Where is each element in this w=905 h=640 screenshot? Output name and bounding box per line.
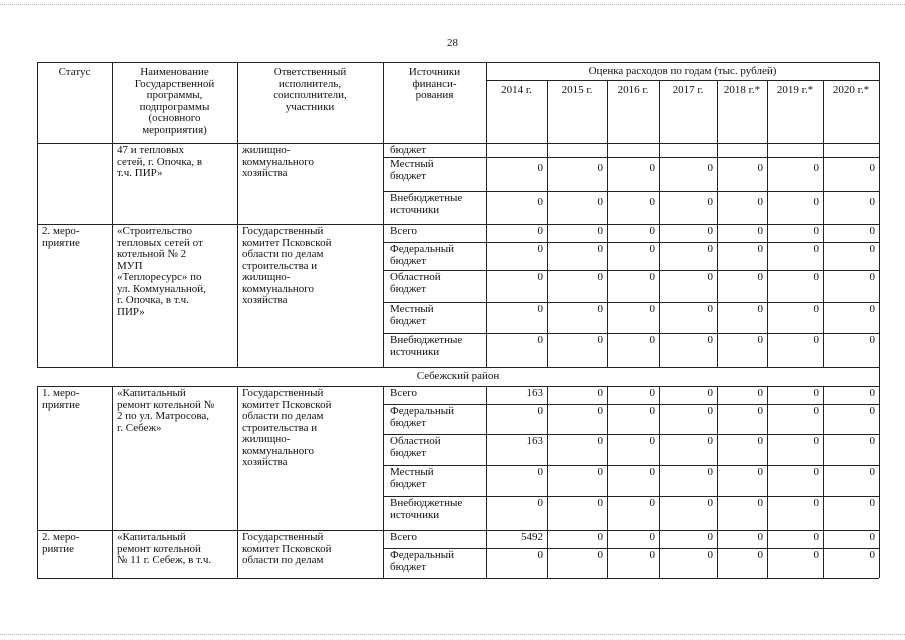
scan-border-top <box>0 4 905 5</box>
value-cell: 0 <box>757 550 763 561</box>
value-cell: 0 <box>869 197 875 208</box>
responsible-party: области по делам <box>242 411 324 422</box>
responsible-party: Государственный <box>242 388 324 399</box>
value-cell: 0 <box>757 406 763 417</box>
responsible-party: области по делам <box>242 249 324 260</box>
responsible-party: комитет Псковской <box>242 399 332 411</box>
table-top-border <box>37 62 879 63</box>
program-name: сетей, г. Опочка, в <box>117 156 203 168</box>
table-rule <box>607 80 608 367</box>
value-cell: 0 <box>757 163 763 174</box>
value-cell: 0 <box>813 304 819 315</box>
table-rule <box>383 242 879 243</box>
header-sources: рования <box>415 90 454 101</box>
responsible-party: хозяйства <box>242 457 288 468</box>
value-cell: 0 <box>537 406 543 417</box>
value-cell: 0 <box>537 163 543 174</box>
value-cell: 0 <box>707 197 713 208</box>
table-rule <box>383 62 384 367</box>
value-cell: 0 <box>707 406 713 417</box>
value-cell: 0 <box>597 304 603 315</box>
value-cell: 0 <box>597 335 603 346</box>
value-cell: 0 <box>869 436 875 447</box>
funding-source: бюджет <box>390 561 426 573</box>
responsible-party: жилищно- <box>242 272 291 283</box>
responsible-party: коммунального <box>242 283 314 295</box>
program-name: № 11 г. Себеж, в т.ч. <box>117 555 212 566</box>
responsible-party: комитет Псковской <box>242 543 332 555</box>
header-responsible: исполнитель, <box>278 78 342 90</box>
program-name: «Строительство <box>117 226 193 237</box>
table-rule <box>767 80 768 367</box>
value-cell: 0 <box>757 436 763 447</box>
funding-source: Местный <box>390 467 434 478</box>
funding-source: Всего <box>390 388 417 399</box>
responsible-party: жилищно- <box>242 434 291 445</box>
value-cell: 0 <box>869 467 875 478</box>
value-cell: 0 <box>869 388 875 399</box>
value-cell: 0 <box>707 335 713 346</box>
header-status: Статус <box>58 67 91 78</box>
value-cell: 0 <box>813 388 819 399</box>
header-program: Государственной <box>134 78 215 90</box>
table-rule <box>607 386 608 578</box>
value-cell: 0 <box>707 436 713 447</box>
responsible-party: Государственный <box>242 532 324 543</box>
header-year: 2014 г. <box>501 85 532 96</box>
funding-source: Областной <box>390 436 441 447</box>
program-name: тепловых сетей от <box>117 237 203 249</box>
funding-source: Федеральный <box>390 550 455 561</box>
header-year: 2015 г. <box>561 85 593 96</box>
value-cell: 0 <box>597 272 603 283</box>
value-cell: 0 <box>707 467 713 478</box>
value-cell: 0 <box>707 532 713 543</box>
value-cell: 0 <box>757 498 763 509</box>
value-cell: 0 <box>757 272 763 283</box>
funding-source: бюджет <box>390 417 426 429</box>
table-rule <box>659 386 660 578</box>
value-cell: 0 <box>649 163 655 174</box>
header-program: подпрограммы <box>139 101 210 113</box>
table-rule <box>37 62 38 367</box>
program-name: «Капитальный <box>117 388 186 399</box>
value-cell: 0 <box>869 532 875 543</box>
responsible-party: строительства и <box>242 422 318 434</box>
header-responsible: соисполнители, <box>273 90 347 101</box>
value-cell: 0 <box>813 532 819 543</box>
value-cell: 0 <box>707 163 713 174</box>
value-cell: 0 <box>869 550 875 561</box>
header-year: 2019 г.* <box>776 85 814 96</box>
table-rule <box>383 333 879 334</box>
table-rule <box>383 157 879 158</box>
scan-border-bottom <box>0 634 905 635</box>
value-cell: 0 <box>813 406 819 417</box>
program-name: ремонт котельной № <box>117 399 215 411</box>
value-cell: 0 <box>649 436 655 447</box>
header-year: 2017 г. <box>672 85 704 96</box>
table-rule <box>486 62 487 367</box>
table-rule <box>767 386 768 578</box>
value-cell: 0 <box>649 226 655 237</box>
table-rule <box>37 386 879 387</box>
table-rule <box>547 386 548 578</box>
table-rule <box>383 386 384 578</box>
funding-source: бюджет <box>390 478 426 490</box>
page-number: 28 <box>447 37 458 49</box>
value-cell: 0 <box>813 498 819 509</box>
value-cell: 0 <box>649 304 655 315</box>
table-rule <box>237 62 238 367</box>
value-cell: 0 <box>757 467 763 478</box>
value-cell: 0 <box>813 335 819 346</box>
funding-source: Внебюджетные <box>390 335 463 346</box>
value-cell: 0 <box>537 304 543 315</box>
program-name: «Теплоресурс» по <box>117 272 202 283</box>
value-cell: 0 <box>869 163 875 174</box>
table-rule <box>486 80 879 81</box>
responsible-party: строительства и <box>242 260 318 272</box>
value-cell: 0 <box>869 226 875 237</box>
table-rule <box>547 80 548 367</box>
funding-source: бюджет <box>390 170 426 182</box>
program-name: «Капитальный <box>117 532 186 543</box>
value-cell: 0 <box>757 304 763 315</box>
table-rule <box>659 80 660 367</box>
value-cell: 0 <box>869 272 875 283</box>
funding-source: Местный <box>390 159 434 170</box>
header-year: 2016 г. <box>617 85 649 96</box>
value-cell: 0 <box>813 467 819 478</box>
value-cell: 0 <box>649 467 655 478</box>
program-name: г. Себеж» <box>117 422 162 434</box>
funding-source: источники <box>390 509 440 521</box>
value-cell: 0 <box>597 436 603 447</box>
funding-source: источники <box>390 204 440 216</box>
responsible-party: хозяйства <box>242 295 288 306</box>
value-cell: 0 <box>537 335 543 346</box>
responsible-party: Государственный <box>242 226 324 237</box>
value-cell: 0 <box>707 244 713 255</box>
funding-source: Федеральный <box>390 244 455 255</box>
value-cell: 0 <box>813 226 819 237</box>
value-cell: 0 <box>757 197 763 208</box>
responsible-party: области по делам <box>242 555 324 566</box>
value-cell: 163 <box>526 388 543 399</box>
value-cell: 0 <box>649 244 655 255</box>
value-cell: 0 <box>757 532 763 543</box>
value-cell: 0 <box>537 467 543 478</box>
value-cell: 0 <box>537 226 543 237</box>
value-cell: 0 <box>597 498 603 509</box>
value-cell: 0 <box>813 163 819 174</box>
status-cell: 2. меро- <box>42 532 80 543</box>
funding-source: источники <box>390 346 440 358</box>
table-rule <box>879 62 880 578</box>
table-rule <box>383 496 879 497</box>
program-name: т.ч. ПИР» <box>117 168 163 179</box>
value-cell: 0 <box>813 550 819 561</box>
program-name: 2 по ул. Матросова, <box>117 411 210 422</box>
table-rule <box>237 386 238 578</box>
header-program: (основного <box>148 113 201 124</box>
status-cell: 2. меро- <box>42 226 80 237</box>
table-rule <box>717 386 718 578</box>
value-cell: 0 <box>537 550 543 561</box>
value-cell: 0 <box>597 197 603 208</box>
value-cell: 0 <box>757 388 763 399</box>
table-rule <box>823 386 824 578</box>
value-cell: 0 <box>757 226 763 237</box>
header-responsible: участники <box>285 101 335 113</box>
table-rule <box>37 530 879 531</box>
table-rule <box>383 302 879 303</box>
header-sources: Источники <box>408 67 461 78</box>
value-cell: 0 <box>707 272 713 283</box>
value-cell: 0 <box>649 406 655 417</box>
table-rule <box>37 386 38 578</box>
value-cell: 0 <box>813 272 819 283</box>
value-cell: 0 <box>597 226 603 237</box>
header-sources: финанси- <box>412 78 457 90</box>
header-responsible: Ответственный <box>273 67 347 78</box>
status-cell: 1. меро- <box>42 388 80 399</box>
table-rule <box>383 465 879 466</box>
table-rule <box>383 434 879 435</box>
value-cell: 0 <box>813 436 819 447</box>
funding-source: бюджет <box>390 255 426 267</box>
funding-source: бюджет <box>390 145 426 156</box>
funding-source: бюджет <box>390 283 426 295</box>
value-cell: 0 <box>649 197 655 208</box>
header-program: мероприятия) <box>142 124 207 136</box>
responsible-party: коммунального <box>242 445 314 457</box>
header-year: 2018 г.* <box>723 85 761 96</box>
funding-source: бюджет <box>390 447 426 459</box>
funding-source: Федеральный <box>390 406 455 417</box>
status-cell: риятие <box>42 543 75 555</box>
table-rule <box>717 80 718 367</box>
program-name: ул. Коммунальной, <box>117 283 206 295</box>
value-cell: 0 <box>869 244 875 255</box>
value-cell: 0 <box>707 388 713 399</box>
value-cell: 0 <box>649 532 655 543</box>
status-cell: приятие <box>42 399 80 411</box>
value-cell: 0 <box>537 244 543 255</box>
responsible-party: жилищно- <box>242 145 291 156</box>
funding-source: Всего <box>390 532 417 543</box>
responsible-party: коммунального <box>242 156 314 168</box>
program-name: ремонт котельной <box>117 543 201 555</box>
value-cell: 0 <box>597 406 603 417</box>
table-rule <box>112 386 113 578</box>
funding-source: Внебюджетные <box>390 498 463 509</box>
program-name: ПИР» <box>117 306 145 318</box>
value-cell: 0 <box>707 550 713 561</box>
value-cell: 0 <box>707 226 713 237</box>
value-cell: 0 <box>707 304 713 315</box>
table-rule <box>486 386 487 578</box>
funding-source: бюджет <box>390 315 426 327</box>
value-cell: 0 <box>869 335 875 346</box>
value-cell: 0 <box>869 498 875 509</box>
value-cell: 0 <box>537 272 543 283</box>
value-cell: 0 <box>757 244 763 255</box>
table-rule <box>383 404 879 405</box>
header-year: 2020 г.* <box>832 85 870 96</box>
header-program: программы, <box>146 90 203 101</box>
program-name: МУП <box>117 260 143 272</box>
status-cell: приятие <box>42 237 80 249</box>
table-rule <box>823 80 824 367</box>
table-rule <box>112 62 113 367</box>
value-cell: 0 <box>597 550 603 561</box>
value-cell: 0 <box>597 163 603 174</box>
program-name: 47 и тепловых <box>117 145 185 156</box>
value-cell: 0 <box>649 388 655 399</box>
value-cell: 0 <box>649 272 655 283</box>
funding-source: Внебюджетные <box>390 193 463 204</box>
value-cell: 0 <box>757 335 763 346</box>
funding-source: Местный <box>390 304 434 315</box>
funding-source: Всего <box>390 226 417 237</box>
value-cell: 5492 <box>521 532 543 543</box>
value-cell: 0 <box>597 244 603 255</box>
value-cell: 0 <box>813 197 819 208</box>
funding-source: Областной <box>390 272 441 283</box>
table-header-bottom <box>37 143 879 144</box>
program-name: г. Опочка, в т.ч. <box>117 295 189 306</box>
value-cell: 0 <box>649 335 655 346</box>
value-cell: 0 <box>707 498 713 509</box>
value-cell: 0 <box>869 406 875 417</box>
table-rule <box>37 367 879 368</box>
section-title: Себежский район <box>416 371 500 382</box>
value-cell: 163 <box>526 436 543 447</box>
value-cell: 0 <box>537 498 543 509</box>
responsible-party: комитет Псковской <box>242 237 332 249</box>
program-name: котельной № 2 <box>117 249 187 260</box>
table-rule <box>383 270 879 271</box>
table-rule <box>383 548 879 549</box>
value-cell: 0 <box>597 532 603 543</box>
value-cell: 0 <box>537 197 543 208</box>
table-bottom-border <box>37 578 879 579</box>
header-program: Наименование <box>140 67 209 78</box>
value-cell: 0 <box>869 304 875 315</box>
table-rule <box>37 224 879 225</box>
value-cell: 0 <box>597 388 603 399</box>
value-cell: 0 <box>597 467 603 478</box>
value-cell: 0 <box>649 498 655 509</box>
value-cell: 0 <box>649 550 655 561</box>
responsible-party: хозяйства <box>242 168 288 179</box>
value-cell: 0 <box>813 244 819 255</box>
header-estimate: Оценка расходов по годам (тыс. рублей) <box>588 66 777 77</box>
table-rule <box>383 191 879 192</box>
